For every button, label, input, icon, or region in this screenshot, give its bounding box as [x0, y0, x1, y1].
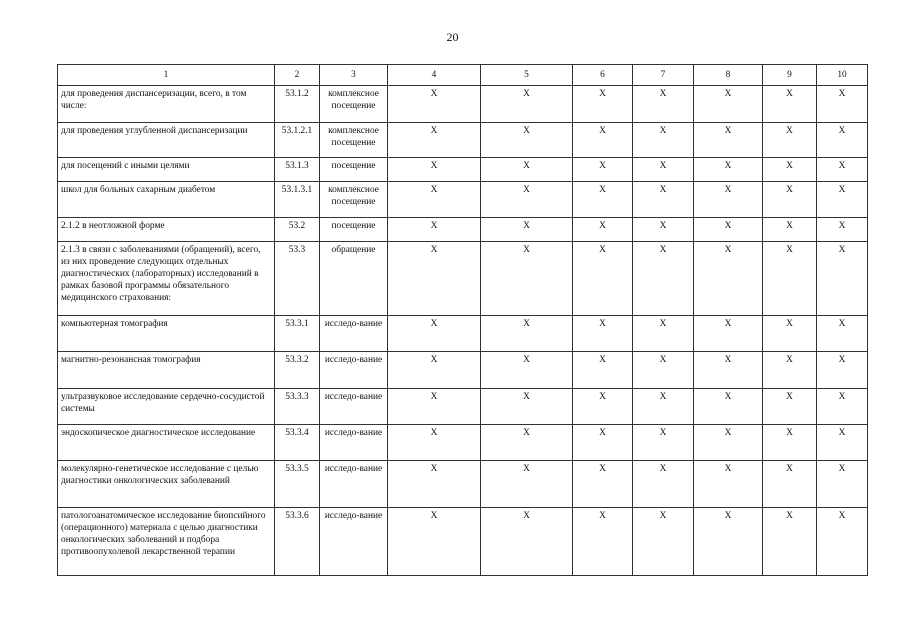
row-unit-cell: посещение [320, 218, 388, 242]
value-cell-col-6: X [573, 123, 633, 158]
value-cell-col-6: X [573, 86, 633, 123]
table-row [58, 508, 868, 576]
value-cell-col-5: X [481, 218, 573, 242]
row-code-cell: 53.3.1 [275, 316, 320, 352]
value-cell-col-10: X [817, 461, 868, 508]
value-cell-col-4: X [388, 316, 481, 352]
value-cell-col-7: X [633, 158, 694, 182]
value-cell-col-5: X [481, 425, 573, 461]
value-cell-col-5: X [481, 508, 573, 576]
table-row [58, 461, 868, 508]
value-cell-col-8: X [694, 389, 763, 425]
value-cell-col-4: X [388, 218, 481, 242]
value-cell-col-4: X [388, 86, 481, 123]
value-cell-col-9: X [763, 461, 817, 508]
row-code-cell: 53.1.2.1 [275, 123, 320, 158]
row-name-cell: эндоскопическое диагностическое исследование [58, 425, 275, 461]
table-row [58, 182, 868, 218]
header-cell-col-1: 1 [58, 65, 275, 86]
row-name-cell: магнитно-резонансная томография [58, 352, 275, 389]
table-row [58, 316, 868, 352]
table-row [58, 425, 868, 461]
value-cell-col-4: X [388, 425, 481, 461]
header-cell-col-8: 8 [694, 65, 763, 86]
row-name-cell: ультразвуковое исследование сердечно-сосудистой системы [58, 389, 275, 425]
value-cell-col-8: X [694, 242, 763, 316]
value-cell-col-4: X [388, 389, 481, 425]
value-cell-col-9: X [763, 508, 817, 576]
row-unit-cell: комплексное посещение [320, 123, 388, 158]
value-cell-col-7: X [633, 352, 694, 389]
table-row [58, 158, 868, 182]
data-table [57, 64, 868, 576]
table-row [58, 86, 868, 123]
row-name-cell: для проведения углубленной диспансеризации [58, 123, 275, 158]
row-name-cell: компьютерная томография [58, 316, 275, 352]
value-cell-col-5: X [481, 352, 573, 389]
row-unit-cell: обращение [320, 242, 388, 316]
row-code-cell: 53.3.3 [275, 389, 320, 425]
row-code-cell: 53.2 [275, 218, 320, 242]
table-row [58, 123, 868, 158]
value-cell-col-10: X [817, 352, 868, 389]
row-code-cell: 53.1.3.1 [275, 182, 320, 218]
page-number: 20 [446, 30, 459, 44]
value-cell-col-6: X [573, 316, 633, 352]
value-cell-col-7: X [633, 123, 694, 158]
row-unit-cell: исследо-вание [320, 461, 388, 508]
value-cell-col-8: X [694, 461, 763, 508]
value-cell-col-7: X [633, 218, 694, 242]
row-unit-cell: исследо-вание [320, 316, 388, 352]
row-unit-cell: исследо-вание [320, 389, 388, 425]
header-cell-col-2: 2 [275, 65, 320, 86]
value-cell-col-6: X [573, 242, 633, 316]
value-cell-col-4: X [388, 242, 481, 316]
value-cell-col-9: X [763, 425, 817, 461]
row-name-cell: 2.1.3 в связи с заболеваниями (обращений), всего, из них проведение следующих отдельных диагностических (лабораторных) исследований в рамках базовой программы обязательного медицинского страхования: [58, 242, 275, 316]
row-code-cell: 53.3 [275, 242, 320, 316]
header-cell-col-10: 10 [817, 65, 868, 86]
row-unit-cell: комплексное посещение [320, 182, 388, 218]
header-cell-col-5: 5 [481, 65, 573, 86]
value-cell-col-8: X [694, 218, 763, 242]
value-cell-col-10: X [817, 425, 868, 461]
value-cell-col-8: X [694, 316, 763, 352]
value-cell-col-10: X [817, 316, 868, 352]
row-unit-cell: посещение [320, 158, 388, 182]
value-cell-col-8: X [694, 182, 763, 218]
value-cell-col-10: X [817, 389, 868, 425]
value-cell-col-6: X [573, 218, 633, 242]
row-unit-cell: исследо-вание [320, 352, 388, 389]
row-unit-cell: исследо-вание [320, 425, 388, 461]
value-cell-col-7: X [633, 461, 694, 508]
table-row [58, 352, 868, 389]
header-cell-col-9: 9 [763, 65, 817, 86]
value-cell-col-6: X [573, 352, 633, 389]
value-cell-col-9: X [763, 218, 817, 242]
row-unit-cell: исследо-вание [320, 508, 388, 576]
header-cell-col-3: 3 [320, 65, 388, 86]
value-cell-col-10: X [817, 218, 868, 242]
value-cell-col-9: X [763, 242, 817, 316]
table-row [58, 218, 868, 242]
value-cell-col-10: X [817, 508, 868, 576]
value-cell-col-7: X [633, 508, 694, 576]
row-code-cell: 53.3.6 [275, 508, 320, 576]
value-cell-col-6: X [573, 461, 633, 508]
value-cell-col-8: X [694, 508, 763, 576]
value-cell-col-5: X [481, 316, 573, 352]
value-cell-col-6: X [573, 508, 633, 576]
value-cell-col-5: X [481, 461, 573, 508]
row-code-cell: 53.1.2 [275, 86, 320, 123]
value-cell-col-5: X [481, 123, 573, 158]
row-name-cell: для проведения диспансеризации, всего, в том числе: [58, 86, 275, 123]
value-cell-col-4: X [388, 123, 481, 158]
value-cell-col-10: X [817, 86, 868, 123]
row-name-cell: патологоанатомическое исследование биопсийного (операционного) материала с целью диагностики онкологических заболеваний и подбора противоопухолевой лекарственной терапии [58, 508, 275, 576]
value-cell-col-7: X [633, 316, 694, 352]
value-cell-col-4: X [388, 461, 481, 508]
row-name-cell: 2.1.2 в неотложной форме [58, 218, 275, 242]
value-cell-col-7: X [633, 182, 694, 218]
row-code-cell: 53.3.2 [275, 352, 320, 389]
row-name-cell: школ для больных сахарным диабетом [58, 182, 275, 218]
value-cell-col-6: X [573, 158, 633, 182]
header-cell-col-6: 6 [573, 65, 633, 86]
table-row [58, 242, 868, 316]
value-cell-col-5: X [481, 242, 573, 316]
header-cell-col-4: 4 [388, 65, 481, 86]
value-cell-col-6: X [573, 425, 633, 461]
row-unit-cell: комплексное посещение [320, 86, 388, 123]
value-cell-col-8: X [694, 352, 763, 389]
value-cell-col-9: X [763, 123, 817, 158]
value-cell-col-8: X [694, 86, 763, 123]
value-cell-col-9: X [763, 182, 817, 218]
value-cell-col-10: X [817, 182, 868, 218]
table-row [58, 389, 868, 425]
value-cell-col-8: X [694, 158, 763, 182]
row-code-cell: 53.1.3 [275, 158, 320, 182]
value-cell-col-10: X [817, 158, 868, 182]
value-cell-col-9: X [763, 158, 817, 182]
value-cell-col-5: X [481, 389, 573, 425]
value-cell-col-4: X [388, 352, 481, 389]
value-cell-col-4: X [388, 182, 481, 218]
value-cell-col-8: X [694, 425, 763, 461]
value-cell-col-4: X [388, 508, 481, 576]
value-cell-col-10: X [817, 123, 868, 158]
value-cell-col-5: X [481, 182, 573, 218]
value-cell-col-4: X [388, 158, 481, 182]
value-cell-col-5: X [481, 86, 573, 123]
value-cell-col-9: X [763, 352, 817, 389]
value-cell-col-10: X [817, 242, 868, 316]
value-cell-col-7: X [633, 425, 694, 461]
value-cell-col-8: X [694, 123, 763, 158]
value-cell-col-6: X [573, 389, 633, 425]
value-cell-col-9: X [763, 389, 817, 425]
row-name-cell: для посещений с иными целями [58, 158, 275, 182]
value-cell-col-7: X [633, 86, 694, 123]
row-code-cell: 53.3.4 [275, 425, 320, 461]
header-cell-col-7: 7 [633, 65, 694, 86]
header-row [58, 65, 868, 86]
value-cell-col-7: X [633, 389, 694, 425]
row-code-cell: 53.3.5 [275, 461, 320, 508]
value-cell-col-9: X [763, 86, 817, 123]
row-name-cell: молекулярно-генетическое исследование с целью диагностики онкологических заболеваний [58, 461, 275, 508]
value-cell-col-6: X [573, 182, 633, 218]
value-cell-col-5: X [481, 158, 573, 182]
value-cell-col-7: X [633, 242, 694, 316]
value-cell-col-9: X [763, 316, 817, 352]
